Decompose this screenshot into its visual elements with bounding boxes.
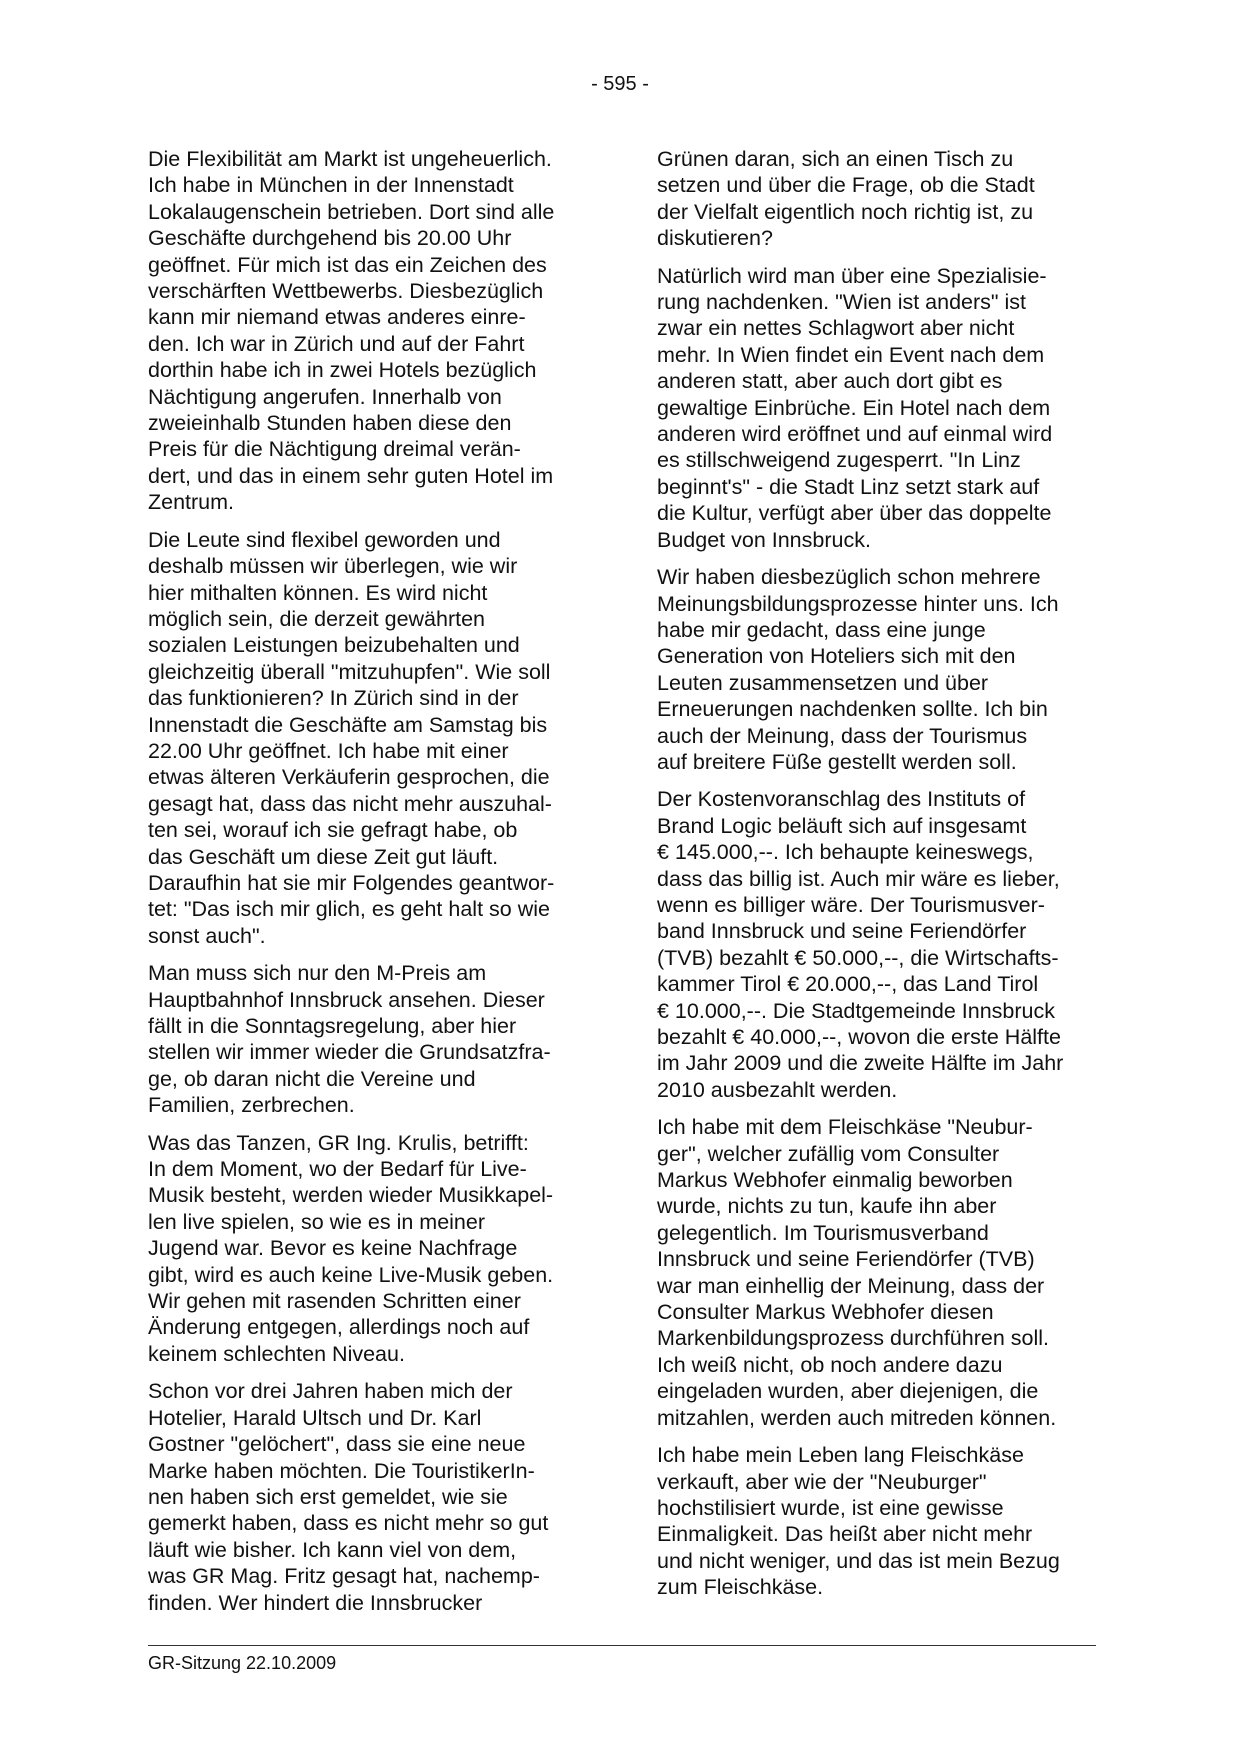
text-line: Lokalaugenschein betrieben. Dort sind alle — [148, 199, 555, 224]
text-line: die Kultur, verfügt aber über das doppelte — [657, 501, 1052, 526]
text-line: Der Kostenvoranschlag des Instituts of — [657, 787, 1026, 812]
text-line: Man muss sich nur den M-Preis am — [148, 961, 487, 986]
text-line: habe mir gedacht, dass eine junge — [657, 617, 986, 642]
footer-divider — [148, 1645, 1096, 1646]
text-line: € 10.000,--. Die Stadtgemeinde Innsbruck — [657, 998, 1055, 1023]
text-line: Innsbruck und seine Feriendörfer (TVB) — [657, 1247, 1035, 1272]
text-line: Marke haben möchten. Die TouristikerIn- — [148, 1458, 535, 1483]
text-line: wurde, nichts zu tun, kaufe ihn aber — [657, 1194, 997, 1219]
text-line: das Geschäft um diese Zeit gut läuft. — [148, 844, 499, 869]
text-line: Was das Tanzen, GR Ing. Krulis, betrifft: — [148, 1130, 529, 1155]
text-line: was GR Mag. Fritz gesagt hat, nachemp- — [148, 1564, 540, 1589]
text-line: zwar ein nettes Schlagwort aber nicht — [657, 316, 1015, 341]
text-line: Brand Logic beläuft sich auf insgesamt — [657, 813, 1027, 838]
text-line: verschärften Wettbewerbs. Diesbezüglich — [148, 279, 544, 304]
text-line: ge, ob daran nicht die Vereine und — [148, 1066, 476, 1091]
paragraph — [148, 146, 596, 516]
text-line: Nächtigung angerufen. Innerhalb von — [148, 384, 502, 409]
paragraph — [148, 1130, 596, 1368]
text-line: gewaltige Einbrüche. Ein Hotel nach dem — [657, 395, 1051, 420]
text-line: Familien, zerbrechen. — [148, 1093, 355, 1118]
right-column — [657, 146, 1105, 1612]
text-line: Leuten zusammensetzen und über — [657, 670, 989, 695]
text-line: das funktionieren? In Zürich sind in der — [148, 686, 519, 711]
text-line: dass das billig ist. Auch mir wäre es lieber, — [657, 866, 1060, 891]
text-line: keinem schlechten Niveau. — [148, 1341, 405, 1366]
text-line: (TVB) bezahlt € 50.000,--, die Wirtschafts- — [657, 945, 1059, 970]
text-line: Wir haben diesbezüglich schon mehrere — [657, 565, 1041, 590]
text-line: Natürlich wird man über eine Spezialisie- — [657, 263, 1047, 288]
text-line: fällt in die Sonntagsregelung, aber hier — [148, 1014, 517, 1038]
text-line: der Vielfalt eigentlich noch richtig ist, zu — [657, 199, 1034, 224]
paragraph — [657, 1114, 1105, 1431]
text-line: mehr. In Wien findet ein Event nach dem — [657, 342, 1045, 367]
text-line: Geschäfte durchgehend bis 20.00 Uhr — [148, 226, 512, 251]
text-line: gemerkt haben, dass es nicht mehr so gut — [148, 1511, 549, 1536]
text-line: war man einhellig der Meinung, dass der — [657, 1273, 1045, 1298]
text-line: rung nachdenken. "Wien ist anders" ist — [657, 290, 1027, 315]
text-line: In dem Moment, wo der Bedarf für Live- — [148, 1157, 527, 1182]
text-line: und nicht weniger, und das ist mein Bezug — [657, 1548, 1060, 1573]
text-line: stellen wir immer wieder die Grundsatzfra- — [148, 1040, 551, 1065]
text-line: finden. Wer hindert die Innsbrucker — [148, 1590, 483, 1615]
text-line: den. Ich war in Zürich und auf der Fahrt — [148, 331, 525, 356]
footer-session-date: GR-Sitzung 22.10.2009 — [148, 1653, 337, 1673]
text-line: im Jahr 2009 und die zweite Hälfte im Jahr — [657, 1051, 1064, 1076]
text-line: ten sei, worauf ich sie gefragt habe, ob — [148, 818, 518, 843]
text-line: 22.00 Uhr geöffnet. Ich habe mit einer — [148, 738, 509, 763]
paragraph — [657, 564, 1105, 775]
text-line: Consulter Markus Webhofer diesen — [657, 1300, 994, 1325]
text-line: zweieinhalb Stunden haben diese den — [148, 411, 512, 436]
text-line: band Innsbruck und seine Feriendörfer — [657, 919, 1027, 944]
text-line: geöffnet. Für mich ist das ein Zeichen des — [148, 252, 547, 277]
text-line: Einmaligkeit. Das heißt aber nicht mehr — [657, 1522, 1033, 1547]
text-line: etwas älteren Verkäuferin gesprochen, die — [148, 765, 550, 790]
text-line: zum Fleischkäse. — [657, 1575, 824, 1600]
text-line: deshalb müssen wir überlegen, wie wir — [148, 554, 518, 579]
text-line: Schon vor drei Jahren haben mich der — [148, 1379, 513, 1404]
text-line: Ich habe mein Leben lang Fleischkäse — [657, 1443, 1024, 1468]
text-line: auf breitere Füße gestellt werden soll. — [657, 749, 1017, 774]
text-line: ger", welcher zufällig vom Consulter — [657, 1141, 1000, 1166]
text-line: Innenstadt die Geschäfte am Samstag bis — [148, 712, 548, 737]
text-line: Grünen daran, sich an einen Tisch zu — [657, 147, 1014, 171]
text-line: setzen und über die Frage, ob die Stadt — [657, 173, 1035, 198]
paragraph — [148, 1378, 596, 1616]
text-line: Zentrum. — [148, 490, 235, 515]
text-line: tet: "Das isch mir glich, es geht halt so wie — [148, 897, 550, 922]
text-line: mitzahlen, werden auch mitreden können. — [657, 1405, 1057, 1430]
text-line: gleichzeitig überall "mitzuhupfen". Wie soll — [148, 659, 551, 684]
text-line: nen haben sich erst gemeldet, wie sie — [148, 1484, 508, 1509]
paragraph — [148, 527, 596, 950]
text-line: gibt, wird es auch keine Live-Musik geben. — [148, 1262, 554, 1287]
text-line: es stillschweigend zugesperrt. "In Linz — [657, 448, 1021, 473]
text-line: anderen wird eröffnet und auf einmal wird — [657, 422, 1053, 447]
text-line: sozialen Leistungen beizubehalten und — [148, 633, 520, 658]
text-line: gelegentlich. Im Tourismusverband — [657, 1220, 989, 1245]
text-line: Daraufhin hat sie mir Folgendes geantwor- — [148, 870, 555, 895]
text-line: Markenbildungsprozess durchführen soll. — [657, 1326, 1049, 1351]
text-line: Wir gehen mit rasenden Schritten einer — [148, 1289, 521, 1314]
text-line: hier mithalten können. Es wird nicht — [148, 580, 488, 605]
text-line: gesagt hat, dass das nicht mehr auszuhal- — [148, 791, 552, 816]
text-line: Die Flexibilität am Markt ist ungeheuerlich. — [148, 147, 552, 171]
text-line: Die Leute sind flexibel geworden und — [148, 527, 501, 552]
text-line: Ich weiß nicht, ob noch andere dazu — [657, 1352, 1003, 1377]
text-line: sonst auch". — [148, 923, 266, 948]
text-line: Änderung entgegen, allerdings noch auf — [148, 1315, 530, 1340]
text-line: Markus Webhofer einmalig beworben — [657, 1168, 1013, 1193]
text-line: wenn es billiger wäre. Der Tourismusver- — [657, 892, 1045, 917]
text-line: anderen statt, aber auch dort gibt es — [657, 369, 1003, 394]
text-line: len live spielen, so wie es in meiner — [148, 1209, 485, 1234]
text-line: hochstilisiert wurde, ist eine gewisse — [657, 1495, 1004, 1520]
text-line: verkauft, aber wie der "Neuburger" — [657, 1469, 987, 1494]
paragraph — [657, 786, 1105, 1103]
paragraph — [657, 146, 1105, 252]
text-line: € 145.000,--. Ich behaupte keineswegs, — [657, 840, 1034, 865]
text-line: Meinungsbildungsprozesse hinter uns. Ich — [657, 591, 1059, 616]
text-line: 2010 ausbezahlt werden. — [657, 1077, 898, 1102]
text-line: kammer Tirol € 20.000,--, das Land Tirol — [657, 972, 1039, 997]
text-line: Hotelier, Harald Ultsch und Dr. Karl — [148, 1405, 482, 1430]
text-line: Gostner "gelöchert", dass sie eine neue — [148, 1432, 526, 1457]
text-line: möglich sein, die derzeit gewährten — [148, 606, 486, 631]
text-line: Erneuerungen nachdenken sollte. Ich bin — [657, 697, 1048, 722]
text-line: diskutieren? — [657, 226, 773, 251]
paragraph — [657, 263, 1105, 553]
text-line: Hauptbahnhof Innsbruck ansehen. Dieser — [148, 987, 545, 1012]
paragraph — [148, 960, 596, 1118]
page-number: - 595 - — [591, 73, 649, 95]
text-line: Musik besteht, werden wieder Musikkapel- — [148, 1183, 554, 1208]
paragraph — [657, 1442, 1105, 1600]
left-column — [148, 146, 596, 1627]
text-line: Jugend war. Bevor es keine Nachfrage — [148, 1236, 518, 1261]
text-line: bezahlt € 40.000,--, wovon die erste Hälfte — [657, 1025, 1061, 1049]
text-line: Budget von Innsbruck. — [657, 527, 871, 552]
text-line: kann mir niemand etwas anderes einre- — [148, 305, 526, 330]
text-line: beginnt's" - die Stadt Linz setzt stark auf — [657, 474, 1040, 499]
text-line: auch der Meinung, dass der Tourismus — [657, 723, 1028, 748]
text-line: Preis für die Nächtigung dreimal verän- — [148, 437, 521, 462]
text-line: Generation von Hoteliers sich mit den — [657, 644, 1016, 669]
text-line: dert, und das in einem sehr guten Hotel im — [148, 463, 554, 488]
text-line: dorthin habe ich in zwei Hotels bezüglich — [148, 358, 537, 383]
text-line: Ich habe mit dem Fleischkäse "Neubur- — [657, 1115, 1033, 1140]
text-line: Ich habe in München in der Innenstadt — [148, 173, 514, 198]
text-line: eingeladen wurden, aber diejenigen, die — [657, 1379, 1039, 1404]
text-line: läuft wie bisher. Ich kann viel von dem, — [148, 1537, 517, 1562]
